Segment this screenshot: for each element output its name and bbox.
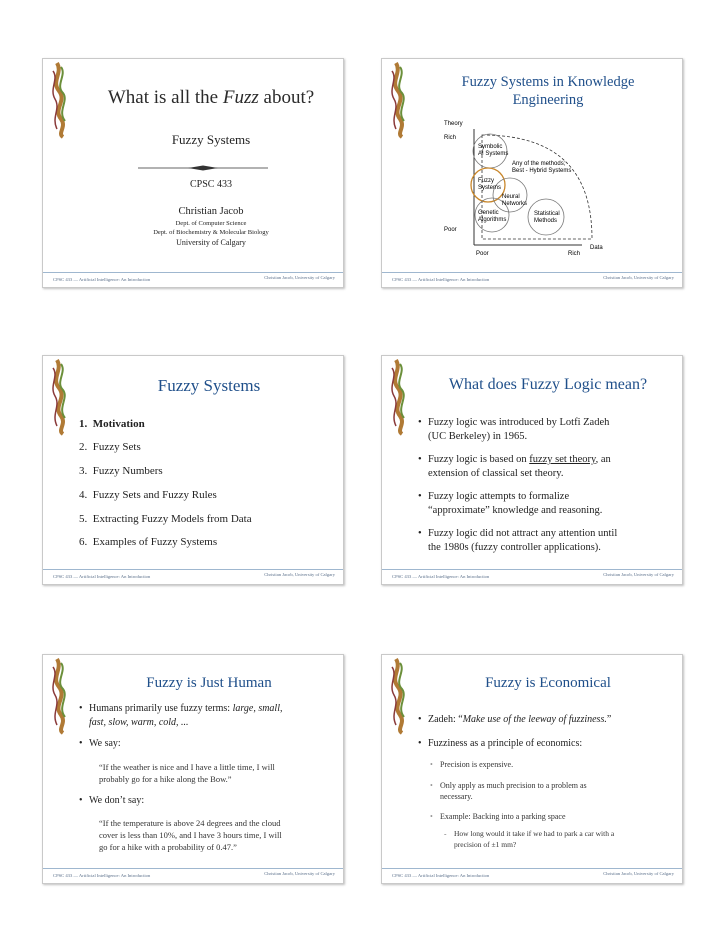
x-poor-label: Poor	[476, 251, 489, 257]
slide-footer: CPSC 433 — Artificial Intelligence: An Introduction Christian Jacob, University of Calgary	[382, 272, 682, 287]
symbolic-label-1: Symbolic	[478, 144, 503, 150]
symbolic-label-2: AI Systems	[478, 151, 509, 157]
slide-4[interactable]	[381, 355, 683, 585]
calligraphy-decoration-icon	[382, 59, 418, 139]
author-name: Christian Jacob	[178, 206, 244, 217]
calligraphy-decoration-icon	[43, 655, 79, 735]
genetic-label-2: Algorithms	[478, 217, 507, 223]
department-biochem: Dept. of Biochemistry & Molecular Biology	[153, 229, 269, 236]
calligraphy-decoration-icon	[382, 655, 418, 735]
hybrid-label-1: Any of the methods;	[512, 161, 566, 167]
x-rich-label: Rich	[568, 251, 581, 257]
outline-item: 4. Fuzzy Sets and Fuzzy Rules	[79, 489, 217, 501]
slide-2[interactable]	[381, 58, 683, 288]
slide-5[interactable]	[42, 654, 344, 884]
slide-title: What is all the Fuzz about?	[107, 87, 315, 108]
neural-label-2: Networks	[502, 201, 528, 207]
slide-title: What does Fuzzy Logic mean?	[448, 376, 648, 393]
y-rich-label: Rich	[444, 135, 457, 141]
calligraphy-decoration-icon	[43, 59, 79, 139]
statistical-label-1: Statistical	[534, 211, 560, 217]
calligraphy-decoration-icon	[382, 356, 418, 436]
y-poor-label: Poor	[444, 227, 457, 233]
sub-bullet-item: • Example: Backing into a parking space	[430, 812, 566, 821]
bullet-item: • We don’t say:	[79, 795, 145, 806]
quote-block: “If the temperature is above 24 degrees and the cloud cover is less than 10%, and I have 3 hours time, I will go for a hike with a probability of 0.47.”	[99, 818, 282, 852]
outline-item: 3. Fuzzy Numbers	[79, 465, 163, 477]
slide-title: Fuzzy is Economical	[485, 675, 611, 691]
hybrid-label-2: Best - Hybrid Systems	[512, 168, 572, 174]
fuzzy-label-1: Fuzzy	[478, 178, 495, 184]
slide-title: Fuzzy Systems	[157, 376, 261, 395]
bullet-item: • Fuzzy logic is based on fuzzy set theory, an extension of classical set theory.	[418, 454, 611, 479]
bullet-item: • Humans primarily use fuzzy terms: large, small, fast, slow, warm, cold, ...	[79, 703, 283, 728]
course-code: CPSC 433	[190, 179, 232, 190]
slide-title: Fuzzy Systems in Knowledge Engineering	[461, 74, 635, 108]
y-axis-label: Theory	[444, 121, 463, 127]
outline-item: 2. Fuzzy Sets	[79, 441, 141, 453]
slide-footer: CPSC 433 — Artificial Intelligence: An Introduction Christian Jacob, University of Calgary	[382, 868, 682, 883]
slide-title: Fuzzy is Just Human	[146, 675, 272, 691]
quote-block: “If the weather is nice and I have a little time, I will probably go for a hike along the Bow.”	[99, 762, 275, 784]
neural-label-1: Neural	[502, 194, 520, 200]
outline-item: 1. Motivation	[79, 418, 145, 430]
slide-subtitle: Fuzzy Systems	[171, 132, 251, 147]
department-cs: Dept. of Computer Science	[175, 220, 247, 227]
x-axis-label: Data	[590, 245, 603, 251]
slide-6[interactable]	[381, 654, 683, 884]
fuzzy-label-2: Systems	[478, 185, 502, 191]
slide-footer: CPSC 433 — Artificial Intelligence: An Introduction Christian Jacob, University of Calgary	[43, 868, 343, 883]
knowledge-engineering-diagram	[442, 115, 678, 259]
sub-bullet-item: • Precision is expensive.	[430, 760, 514, 769]
bullet-item: • Zadeh: “Make use of the leeway of fuzziness.”	[418, 714, 612, 725]
calligraphy-decoration-icon	[43, 356, 79, 436]
bullet-item: • Fuzzy logic attempts to formalize “approximate” knowledge and reasoning.	[418, 491, 603, 516]
outline-item: 6. Examples of Fuzzy Systems	[79, 536, 218, 548]
slide-3[interactable]	[42, 355, 344, 585]
slide-1[interactable]	[42, 58, 344, 288]
slide-footer: CPSC 433 — Artificial Intelligence: An Introduction Christian Jacob, University of Calgary	[43, 272, 343, 287]
bullet-item: • Fuzziness as a principle of economics:	[418, 738, 583, 749]
sub-sub-bullet-item: - How long would it take if we had to park a car with a precision of ±1 mm?	[444, 829, 615, 849]
slide-footer: CPSC 433 — Artificial Intelligence: An Introduction Christian Jacob, University of Calgary	[43, 569, 343, 584]
slide-footer: CPSC 433 — Artificial Intelligence: An Introduction Christian Jacob, University of Calgary	[382, 569, 682, 584]
genetic-label-1: Genetic	[478, 210, 499, 216]
outline-item: 5. Extracting Fuzzy Models from Data	[79, 513, 252, 525]
bullet-item: • Fuzzy logic did not attract any attention until the 1980s (fuzzy controller applications).	[418, 528, 618, 553]
bullet-item: • Fuzzy logic was introduced by Lotfi Zadeh (UC Berkeley) in 1965.	[418, 417, 610, 442]
sub-bullet-item: • Only apply as much precision to a problem as necessary.	[430, 781, 587, 801]
statistical-label-2: Methods	[534, 218, 558, 224]
bullet-item: • We say:	[79, 738, 121, 749]
university: University of Calgary	[176, 238, 246, 247]
divider-line	[138, 164, 268, 172]
statistical-methods-circle	[528, 199, 564, 235]
fuzzy-set-theory-link[interactable]: fuzzy set theory	[529, 454, 596, 465]
